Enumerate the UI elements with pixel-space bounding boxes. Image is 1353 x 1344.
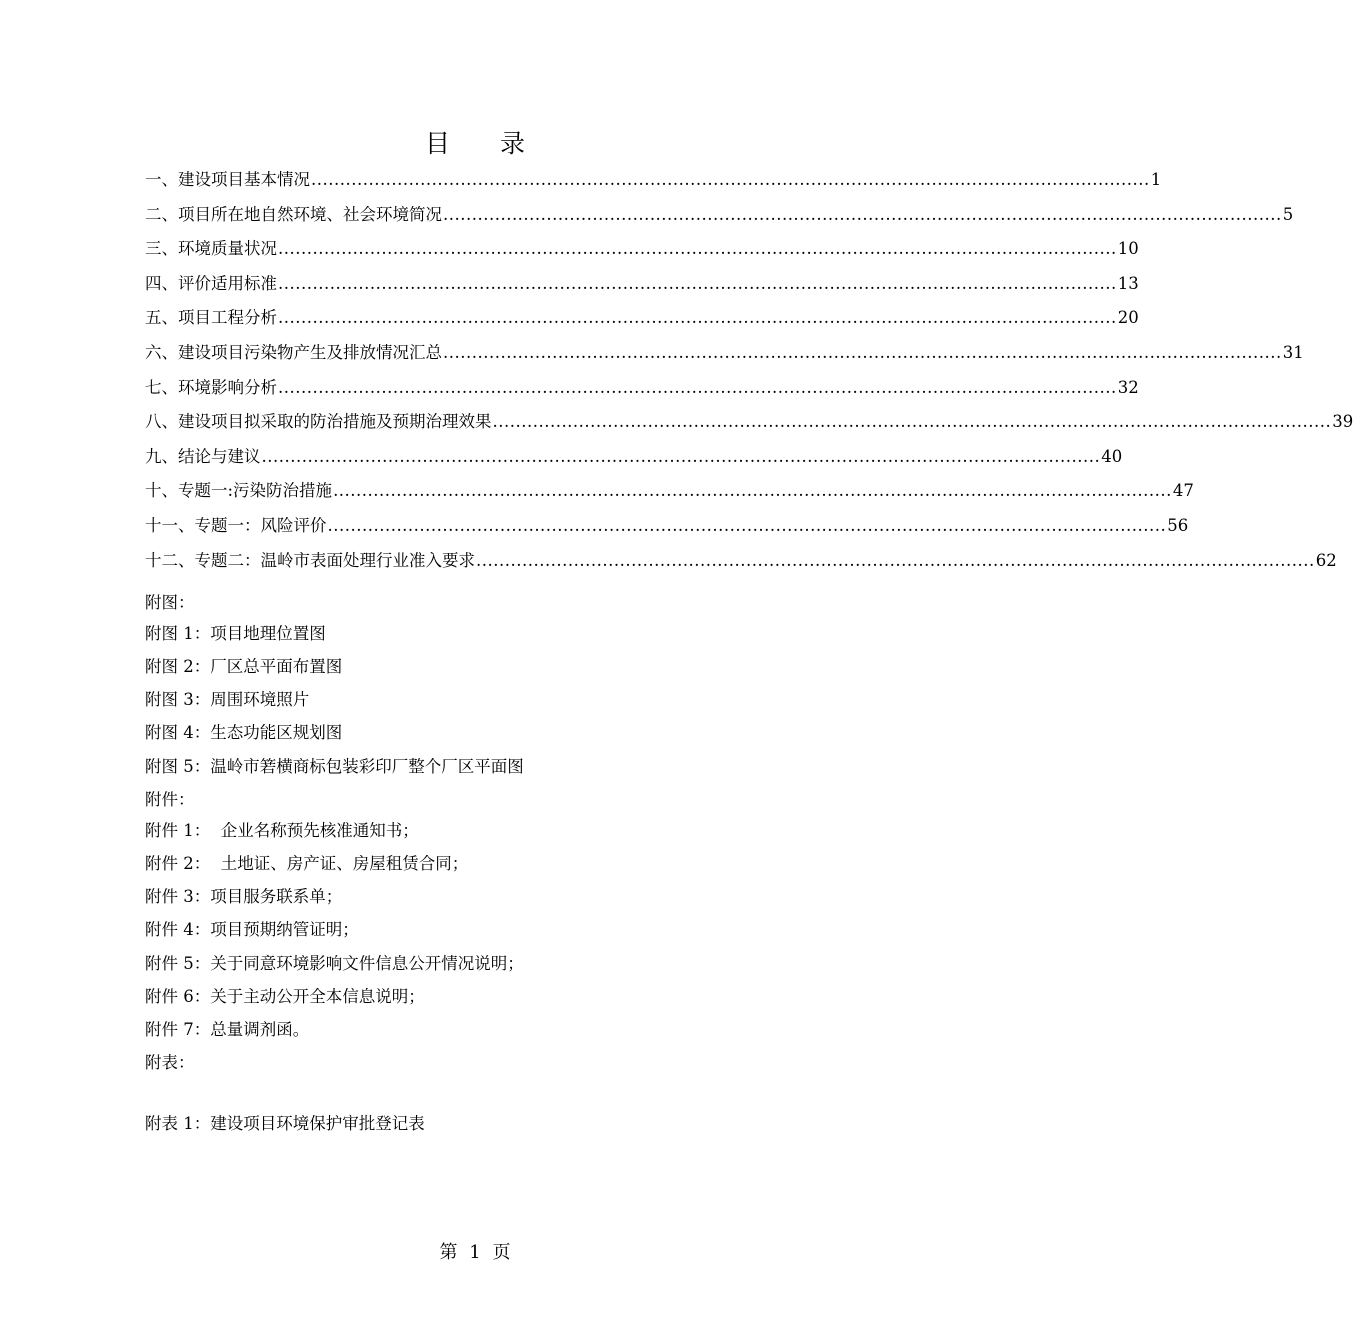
- toc-entry-label: 六、建设项目污染物产生及排放情况汇总: [145, 342, 442, 362]
- toc-entry-page: 39: [1332, 412, 1353, 432]
- tables-heading: 附表：: [145, 1053, 195, 1072]
- page-title: [0, 124, 950, 160]
- figure-item: 附图 3：周围环境照片: [145, 690, 310, 709]
- toc-entry-page: 5: [1282, 204, 1294, 224]
- toc-entry[interactable]: [145, 341, 1304, 376]
- toc-entry[interactable]: [145, 445, 1123, 480]
- toc-entry-label: 二、项目所在地自然环境、社会环境简况: [145, 204, 442, 224]
- toc-leader: ..................................................................................................................................................: [278, 273, 1117, 293]
- toc-leader: ..................................................................................................................................................: [492, 412, 1332, 432]
- page-number: 第 1 页: [439, 1242, 511, 1263]
- table-item: 附表 1：建设项目环境保护审批登记表: [145, 1114, 425, 1133]
- toc-entry-page: 32: [1117, 377, 1139, 397]
- toc-leader: ..................................................................................................................................................: [327, 515, 1167, 535]
- toc-entry-label: 十一、专题一：风险评价: [145, 515, 327, 535]
- toc-entry-label: 十二、专题二：温岭市表面处理行业准入要求: [145, 550, 475, 570]
- figure-item: 附图 1：项目地理位置图: [145, 624, 326, 643]
- toc-entry-page: 62: [1315, 550, 1337, 570]
- attachment-item: 附件 6：关于主动公开全本信息说明；: [145, 987, 425, 1006]
- toc-entry-label: 十、专题一:污染防治措施: [145, 481, 333, 501]
- toc-entry[interactable]: [145, 410, 1353, 445]
- title-char-2: 录: [500, 129, 526, 158]
- figures-heading: 附图：: [145, 593, 195, 612]
- toc-entry[interactable]: [145, 272, 1139, 307]
- toc-entry[interactable]: [145, 203, 1294, 238]
- toc-leader: ..................................................................................................................................................: [443, 204, 1282, 224]
- toc-entry[interactable]: [145, 237, 1139, 272]
- attachments-heading: 附件：: [145, 790, 195, 809]
- toc-entry-label: 五、项目工程分析: [145, 308, 277, 328]
- toc-entry[interactable]: [145, 479, 1194, 514]
- toc-entry-page: 40: [1101, 446, 1123, 466]
- attachment-item: 附件 7：总量调剂函。: [145, 1020, 310, 1039]
- figure-item: 附图 2：厂区总平面布置图: [145, 657, 343, 676]
- title-char-1: 目: [424, 129, 450, 158]
- attachment-item: 附件 4：项目预期纳管证明；: [145, 920, 359, 939]
- toc-entry[interactable]: [145, 376, 1139, 411]
- toc-entry-label: 八、建设项目拟采取的防治措施及预期治理效果: [145, 412, 492, 432]
- toc-entry-label: 七、环境影响分析: [145, 377, 277, 397]
- toc-leader: ..................................................................................................................................................: [278, 377, 1117, 397]
- toc-entry-page: 10: [1117, 239, 1139, 259]
- toc-entry-page: 47: [1172, 481, 1194, 501]
- toc-entry[interactable]: [145, 306, 1139, 341]
- toc-entry-label: 一、建设项目基本情况: [145, 170, 310, 189]
- attachment-item: 附件 3：项目服务联系单；: [145, 887, 343, 906]
- attachment-item: 附件 5：关于同意环境影响文件信息公开情况说明；: [145, 954, 524, 973]
- toc-entry-page: 13: [1117, 273, 1139, 293]
- toc-leader: ..................................................................................................................................................: [333, 481, 1172, 501]
- attachment-item: 附件 1： 企业名称预先核准通知书；: [145, 821, 419, 840]
- toc-leader: ..................................................................................................................................................: [278, 308, 1117, 328]
- toc-entry[interactable]: [145, 514, 1189, 549]
- toc-leader: ..................................................................................................................................................: [261, 446, 1101, 466]
- attachment-item: 附件 2： 土地证、房产证、房屋租赁合同；: [145, 854, 469, 873]
- toc-entry-page: 31: [1282, 342, 1304, 362]
- toc-leader: ..................................................................................................................................................: [278, 239, 1117, 259]
- toc-leader: ..................................................................................................................................................: [311, 170, 1150, 189]
- toc-leader: ..................................................................................................................................................: [476, 550, 1315, 570]
- toc-leader: ..................................................................................................................................................: [443, 342, 1282, 362]
- toc-entry[interactable]: [145, 168, 1162, 203]
- table-of-contents: [145, 168, 1353, 583]
- toc-entry[interactable]: [145, 549, 1337, 584]
- toc-entry-page: 56: [1167, 515, 1189, 535]
- toc-entry-label: 四、评价适用标准: [145, 273, 277, 293]
- toc-entry-page: 20: [1117, 308, 1139, 328]
- figure-item: 附图 5：温岭市箬横商标包装彩印厂整个厂区平面图: [145, 757, 524, 776]
- toc-entry-label: 三、环境质量状况: [145, 239, 277, 259]
- toc-entry-page: 1: [1150, 170, 1162, 189]
- figure-item: 附图 4：生态功能区规划图: [145, 723, 343, 742]
- toc-entry-label: 九、结论与建议: [145, 446, 261, 466]
